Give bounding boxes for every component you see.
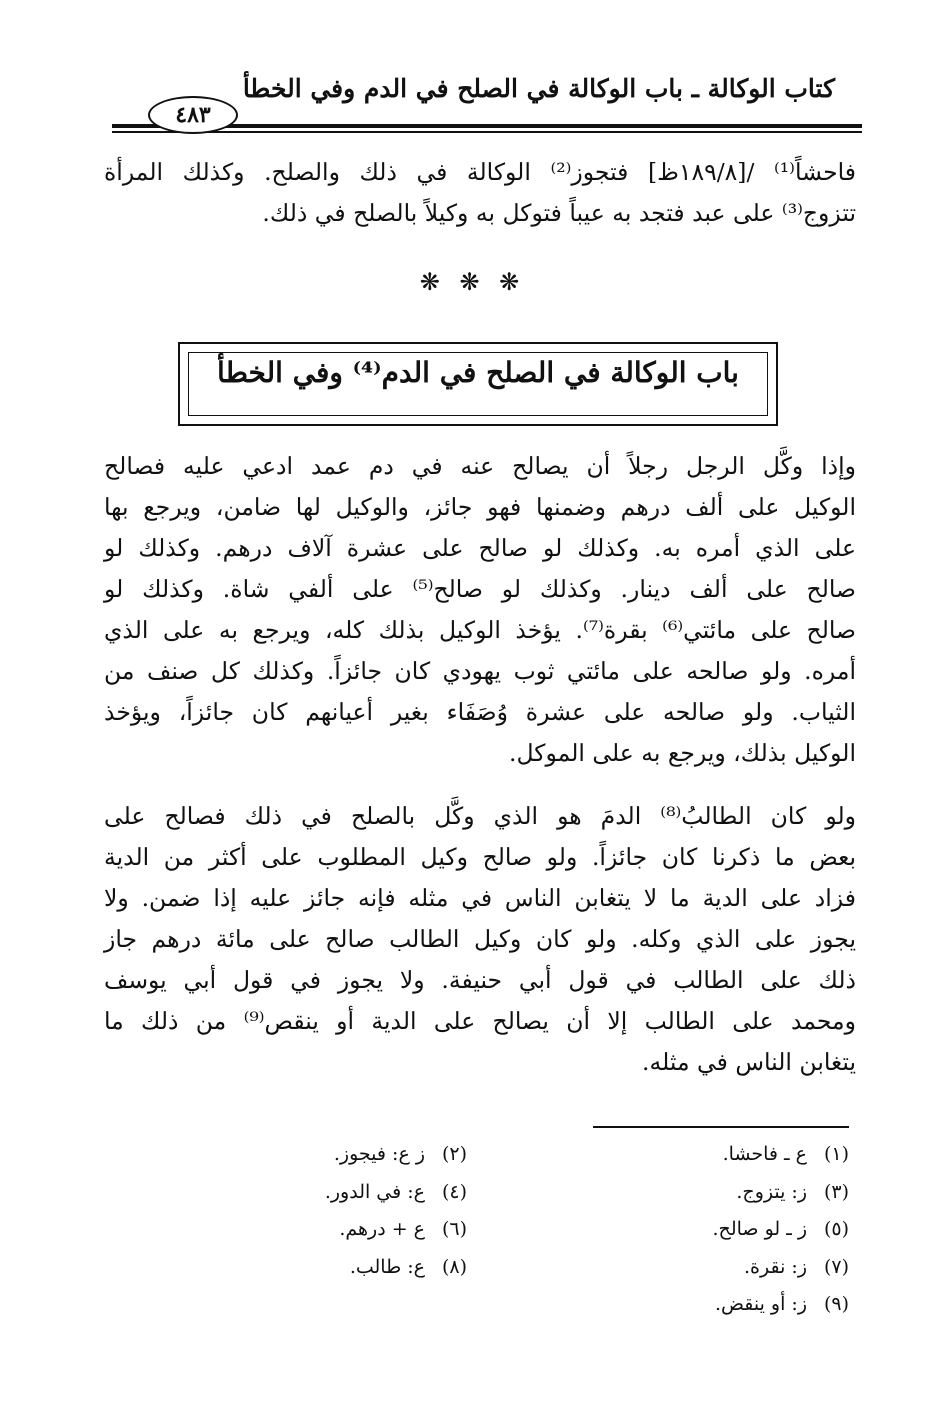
text-line: بعض ما ذكرنا كان جائزاً. ولو صالح وكيل المطلوب على أكثر من الدية [104, 843, 856, 871]
footnote-text: ز: يتزوج. [736, 1181, 807, 1203]
footnote-3 [736, 1176, 849, 1208]
text-line: ولو كان الطالبُ⁽⁸⁾ الدمَ هو الذي وكَّل بالصلح في ذلك فصالح على [104, 802, 856, 830]
footnote-text: ع + درهم. [339, 1218, 425, 1240]
footnote-number: (٢) [441, 1143, 467, 1165]
text-line: ذلك على الطالب في قول أبي حنيفة. ولا يجوز في قول أبي يوسف [104, 966, 856, 994]
text-line: يجوز على الذي وكله. ولو كان وكيل الطالب صالح على مائة درهم جاز [104, 925, 856, 953]
footnote-text: ز ع: فيجوز. [333, 1143, 425, 1165]
footnote-text: ع: في الدور. [324, 1181, 425, 1203]
text-line: ومحمد على الطالب إلا أن يصالح على الدية أو ينقص⁽⁹⁾ من ذلك ما [104, 1007, 856, 1035]
footnote-number: (٦) [441, 1218, 467, 1240]
paragraph-continuation [104, 152, 856, 234]
footnote-8 [350, 1251, 467, 1283]
paragraph-1 [104, 446, 856, 774]
footnote-number: (٣) [823, 1181, 849, 1203]
footnote-9 [715, 1288, 849, 1320]
chapter-heading: باب الوكالة في الصلح في الدم⁽⁴⁾ وفي الخطأ [217, 356, 739, 389]
footnote-number: (٧) [823, 1256, 849, 1278]
text-line: الوكيل بذلك، ويرجع به على الموكل. [509, 739, 856, 767]
text-line: صالح على ألف دينار. وكذلك لو صالح⁽⁵⁾ على ألفي شاة. وكذلك لو [104, 575, 856, 603]
text-line: يتغابن الناس في مثله. [642, 1048, 856, 1076]
footnote-text: ع ـ فاحشا. [722, 1143, 807, 1165]
footnote-number: (٨) [441, 1256, 467, 1278]
footnote-rule [593, 1126, 849, 1128]
footnote-4 [325, 1176, 467, 1208]
footnote-6 [339, 1213, 467, 1245]
text-line: فزاد على الدية ما لا يتغابن الناس في مثله فإنه جائز عليه إذا ضمن. ولا [104, 884, 856, 912]
text-line: الوكيل على ألف درهم وضمنها فهو جائز، والوكيل لها ضامن، ويرجع بها [104, 493, 856, 521]
footnote-text: ز: نقرة. [744, 1256, 807, 1278]
footnote-5 [713, 1213, 849, 1245]
text-line: أمره. ولو صالحه على مائتي ثوب يهودي كان جائزاً. وكذلك كل صنف من [104, 657, 856, 685]
footnote-number: (٩) [823, 1293, 849, 1315]
text-line: وإذا وكَّل الرجل رجلاً أن يصالح عنه في دم عمد ادعي عليه فصالح [104, 452, 856, 480]
footnote-number: (١) [823, 1143, 849, 1165]
section-separator: ❋ ❋ ❋ [419, 268, 526, 296]
text-line: الثياب. ولو صالحه على عشرة وُصَفَاء بغير أعيانهم كان جائزاً، ويؤخذ [104, 698, 856, 726]
footnote-text: ع: طالب. [349, 1256, 425, 1278]
paragraph-2 [104, 796, 856, 1083]
footnote-7 [744, 1251, 849, 1283]
footnote-number: (٤) [441, 1181, 467, 1203]
text-line: صالح على مائتي⁽⁶⁾ بقرة⁽⁷⁾. يؤخذ الوكيل بذلك كله، ويرجع به على الذي [104, 616, 856, 644]
page-number: ٤٨٣ [148, 96, 238, 134]
footnote-1 [723, 1138, 849, 1170]
text-line: على الذي أمره به. وكذلك لو صالح على عشرة آلاف درهم. وكذلك لو [104, 534, 856, 562]
text-line: تتزوج⁽³⁾ على عبد فتجد به عيباً فتوكل به وكيلاً بالصلح في ذلك. [262, 199, 856, 227]
running-title: كتاب الوكالة ـ باب الوكالة في الصلح في الدم وفي الخطأ [242, 74, 835, 103]
header-rule-thin [112, 131, 862, 133]
text-line: فاحشاً⁽¹⁾ /[١٨٩/٨ظ] فتجوز⁽²⁾ الوكالة في ذلك والصلح. وكذلك المرأة [104, 158, 856, 186]
footnote-text: ز ـ لو صالح. [712, 1218, 807, 1240]
footnote-2 [334, 1138, 467, 1170]
chapter-heading-frame [178, 342, 778, 426]
footnote-number: (٥) [823, 1218, 849, 1240]
footnote-text: ز: أو ينقض. [714, 1293, 807, 1315]
